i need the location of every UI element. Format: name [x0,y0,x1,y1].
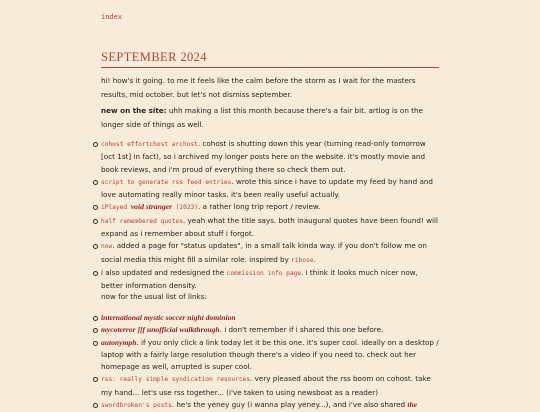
list-item-text: . wrote this since i have to update my feed by hand and love automating really minor tasks. it's been really useful actually. [101,176,433,200]
list-item-text: . i think it looks much nicer now, better information density. [101,267,418,291]
list-item-link-title: void stranger [130,202,172,212]
list-item [101,373,441,399]
list-item-link[interactable]: mycoterror ][f unofficial walkthrough [101,325,220,335]
list-item [101,240,441,267]
index-link[interactable]: index [101,13,123,21]
list-item-text: . a rather long trip report / review. [198,202,321,212]
list-item [101,312,441,324]
list-item-text: . he's the yeney guy (i wanna play yeney...), and i've also shared [171,400,408,410]
list-item [101,138,441,176]
list-item [101,201,441,214]
list-item-link[interactable]: swordbroken's posts [101,402,172,410]
list-item-text: . i don't remember if i shared this one before. [219,325,384,335]
list-item-link[interactable]: international mystic soccer night dominion [101,313,236,322]
list-item-italic: the [407,400,418,410]
list-item-link-secondary[interactable]: ribose [291,256,314,264]
list-item-text: . yeah what the title says. both inaugural quotes have been found! will expand as i remember about stuff i forgot. [101,215,439,239]
list-item-link-suffix: (2023) [171,204,199,212]
list-item-text: . added a page for "status updates", in a small talk kinda way. if you don't follow me on social media this might fill a similar role. inspired by [101,241,427,264]
list-item-text: . cohost is shutting down this year (turning read-only tomorrow [oct 1st] in fact), so i archived my longer posts here on the website. it's mostly movie and book reviews, and i'm proud of everything there so check them out. [101,139,426,174]
list-item-text: . if you only click a link today let it be this one. it's super cool. ideally on a desktop / laptop with a fairly large resolution though there's a video if you need to. check out her homepage as well, arrupted is super cool. [101,337,439,372]
list-item [101,176,441,202]
new-on-site-label: new on the site: [101,106,167,115]
list-item-link[interactable]: commission info page [226,269,302,277]
list-item-link[interactable]: cohost effortchost archost [101,141,198,148]
list-item [101,215,441,241]
list-item-text-end: . [313,254,316,264]
list-item [101,399,441,412]
list-item-link[interactable]: script to generate rss feed entries [101,178,232,186]
list-item-link[interactable]: now [101,243,113,251]
intro-paragraph: hi! how's it going. to me it feels like the calm before the storm as I wait for the masters results, mid october. but let's not dismiss september. [101,76,416,99]
list-item-link[interactable]: autonymph [101,337,137,347]
list-item-link[interactable] [101,202,198,211]
page-title: SEPTEMBER 2024 [101,50,439,68]
new-on-site-paragraph [101,104,441,131]
list-item-link[interactable]: half remembered quotes [101,217,183,225]
list-item-link[interactable]: rss: really simple syndication resources [101,376,251,384]
links-intro: now for the usual list of links: [101,292,207,301]
site-updates-list [101,138,441,293]
list-item-link-prefix: iPlayed [101,204,131,212]
list-item [101,324,441,336]
list-item-text: . very pleased about the rss boom on cohost. take my hand... let's use rss together... (i've taken to using newsboat as a reader) [101,374,431,397]
links-list [101,312,441,412]
list-item [101,337,441,374]
list-item [101,267,441,293]
new-on-site-text: uhh making a list this month because there's a fair bit. artlog is on the longer side of things as well. [101,106,423,129]
list-item-pre: i also updated and redesigned the [101,267,227,277]
